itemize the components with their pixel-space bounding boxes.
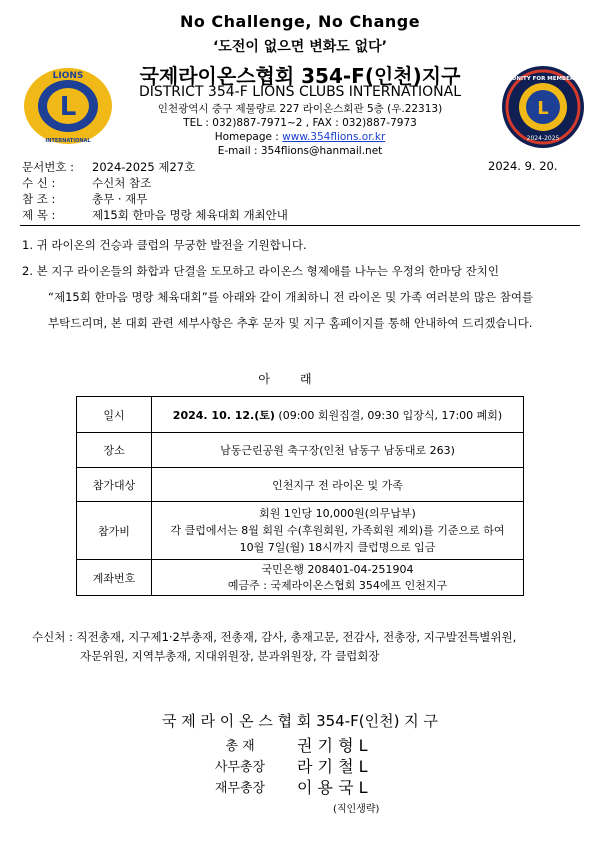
org-homepage xyxy=(0,130,600,144)
recipients-block xyxy=(32,628,577,666)
subject-label: 제 목 : xyxy=(22,208,56,222)
account-line-1: 국민은행 208401-04-251904 xyxy=(261,562,414,576)
fee-line-1: 회원 1인당 10,000원(의무납부) xyxy=(259,507,416,520)
org-email: E-mail : 354flions@hanmail.net xyxy=(217,145,383,157)
signature-name-3: 이 용 국 L xyxy=(297,778,368,797)
to-row xyxy=(22,175,151,191)
signature-name-1: 권 기 형 L xyxy=(297,736,368,755)
to-label: 수 신 : xyxy=(22,176,56,190)
signature-org: 국 제 라 이 온 스 협 회 354-F(인천) 지 구 xyxy=(162,712,438,730)
target-head: 참가대상 xyxy=(77,468,152,502)
body-paragraph-2-line-3: 부탁드리며, 본 대회 관련 세부사항은 추후 문자 및 지구 홈페이지를 통해 안내하여 드리겠습니다. xyxy=(48,316,533,330)
fee-line-3: 10월 7일(월) 18시까지 클럽명으로 입금 xyxy=(239,541,436,554)
left-logo-bottom-text: INTERNATIONAL xyxy=(45,138,91,144)
reference-row xyxy=(22,191,147,207)
right-logo-band: 2024-2025 xyxy=(526,135,560,142)
body-paragraph-2-line-2: “제15회 한마음 명랑 체육대회”를 아래와 같이 개최하니 전 라이온 및 가족 여러분의 많은 참여를 xyxy=(48,290,534,304)
left-logo-top-text: LIONS xyxy=(52,71,84,81)
header-divider xyxy=(20,225,580,226)
date-details: (09:00 회원집결, 09:30 입장식, 17:00 폐회) xyxy=(274,408,503,422)
homepage-link[interactable]: www.354flions.or.kr xyxy=(282,131,386,143)
place-value: 남동근린공원 축구장(인천 남동구 남동대로 263) xyxy=(152,433,524,468)
doc-number-row xyxy=(22,159,195,175)
slogan-english: No Challenge, No Change xyxy=(179,12,421,31)
org-name-korean: 국제라이온스협회 354-F(인천)지구 xyxy=(139,64,461,88)
signature-role-1: 총 재 xyxy=(225,739,255,754)
signature-role-2: 사무총장 xyxy=(214,760,266,775)
account-head: 계좌번호 xyxy=(77,560,152,596)
doc-date: 2024. 9. 20. xyxy=(488,159,558,173)
date-bold: 2024. 10. 12.(토) xyxy=(172,408,275,422)
seal-omitted-note: (직인생략) xyxy=(333,804,380,815)
date-head: 일시 xyxy=(77,397,152,433)
to-value: 수신처 참조 xyxy=(92,176,152,190)
body-paragraph-2 xyxy=(22,258,582,336)
table-row-target xyxy=(77,468,524,502)
left-logo-letter: L xyxy=(59,92,77,122)
subject-row xyxy=(22,207,288,223)
fee-value xyxy=(152,502,524,560)
account-value xyxy=(152,560,524,596)
doc-number-value: 2024-2025 제27호 xyxy=(92,160,196,174)
right-logo-letter: L xyxy=(537,98,549,119)
target-value: 인천지구 전 라이온 및 가족 xyxy=(152,468,524,502)
recipients-line-2: 자문위원, 지역부총재, 지대위원장, 분과위원장, 각 클럽회장 xyxy=(80,649,380,663)
date-value xyxy=(152,397,524,433)
table-row-date xyxy=(77,397,524,433)
recipients-list-1: 직전총재, 지구제1·2부총재, 전총재, 감사, 총재고문, 전감사, 전총장, 지구발전특별위원, xyxy=(76,630,517,644)
right-logo-top-text: UNITY FOR MEMBER xyxy=(511,76,575,82)
body-paragraph-1: 1. 귀 라이온의 건승과 클럽의 무궁한 발전을 기원합니다. xyxy=(22,238,307,252)
org-tel-fax: TEL : 032)887-7971~2 , FAX : 032)887-7973 xyxy=(183,117,417,129)
event-info-table xyxy=(76,396,524,596)
place-head: 장소 xyxy=(77,433,152,468)
signature-name-2: 라 기 철 L xyxy=(297,757,368,776)
fee-line-2: 각 클럽에서는 8월 회원 수(후원회원, 가족회원 제외)를 기준으로 하여 xyxy=(170,524,505,537)
org-name-english: DISTRICT 354-F LIONS CLUBS INTERNATIONAL xyxy=(138,84,462,100)
table-row-place xyxy=(77,433,524,468)
org-address: 인천광역시 중구 제물량로 227 라이온스회관 5층 (우.22313) xyxy=(157,103,443,115)
signature-role-3: 재무총장 xyxy=(214,781,266,796)
table-row-fee xyxy=(77,502,524,560)
recipients-line-1 xyxy=(32,628,577,647)
table-row-account xyxy=(77,560,524,596)
subject-value: 제15회 한마음 명랑 체육대회 개최안내 xyxy=(92,208,288,222)
reference-value: 총무 · 재무 xyxy=(92,192,148,206)
account-line-2: 예금주 : 국제라이온스협회 354에프 인천지구 xyxy=(227,578,448,592)
below-heading: 아래 xyxy=(258,372,342,386)
recipients-label: 수신처 : xyxy=(32,630,73,644)
org-contact-block xyxy=(0,102,600,158)
reference-label: 참 조 : xyxy=(22,192,56,206)
body-paragraph-2-line-1: 2. 본 지구 라이온들의 화합과 단결을 도모하고 라이온스 형제애를 나누는 우정의 한마당 잔치인 xyxy=(22,264,499,278)
slogan-korean: ‘도전이 없으면 변화도 없다’ xyxy=(212,39,388,55)
fee-head: 참가비 xyxy=(77,502,152,560)
homepage-label: Homepage : xyxy=(214,131,283,143)
doc-number-label: 문서번호 : xyxy=(22,160,74,174)
